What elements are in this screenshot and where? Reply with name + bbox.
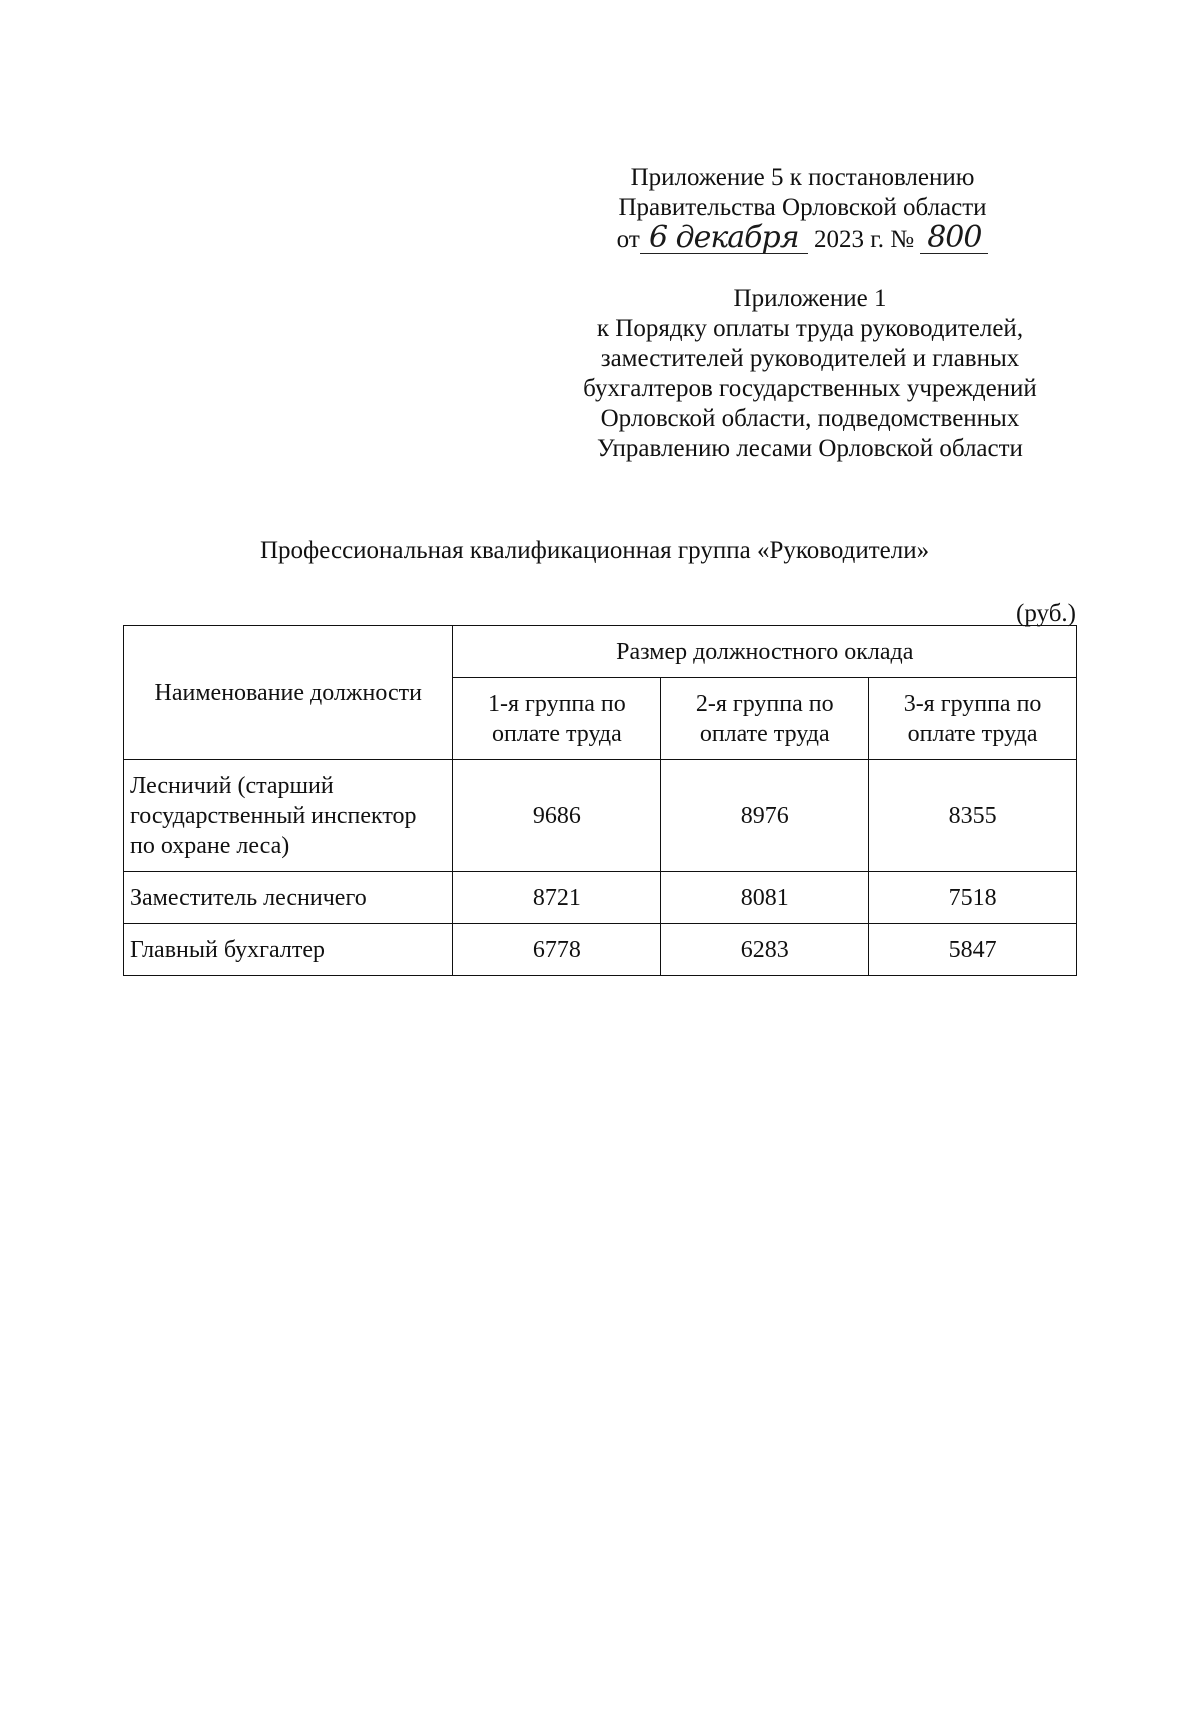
handwritten-date: 6 декабря: [640, 223, 808, 254]
table-row: [124, 760, 1077, 872]
appendix-line-3: заместителей руководителей и главных: [600, 345, 1020, 372]
salary-value-group-2: 8081: [661, 872, 869, 924]
appendix-line-1: Приложение 1: [733, 285, 887, 312]
appendix-line-6: Управлению лесами Орловской области: [597, 435, 1023, 462]
header-group-1: 1-я группа по оплате труда: [453, 678, 661, 760]
decree-year-label: 2023 г. №: [814, 226, 915, 253]
salary-value-group-1: 8721: [453, 872, 661, 924]
appendix-reference: [535, 284, 1085, 464]
table-row: [124, 924, 1077, 976]
appendix-line-2: к Порядку оплаты труда руководителей,: [596, 315, 1024, 342]
salary-table: [123, 625, 1077, 976]
currency-unit: (руб.): [1016, 600, 1076, 627]
header-group-2: 2-я группа по оплате труда: [661, 678, 869, 760]
table-row: [124, 872, 1077, 924]
handwritten-decree-number: 800: [920, 223, 988, 254]
decree-line-2: Правительства Орловской области: [618, 194, 987, 221]
header-position-name: Наименование должности: [124, 626, 453, 760]
row-position-name: Главный бухгалтер: [124, 924, 453, 976]
decree-line-1: Приложение 5 к постановлению: [630, 164, 975, 191]
salary-value-group-2: 8976: [661, 760, 869, 872]
salary-value-group-3: 8355: [869, 760, 1077, 872]
row-position-name: Заместитель лесничего: [124, 872, 453, 924]
salary-value-group-1: 6778: [453, 924, 661, 976]
appendix-line-4: бухгалтеров государственных учреждений: [583, 375, 1037, 402]
decree-date-line: [560, 220, 1045, 255]
table-header-row: [124, 626, 1077, 678]
salary-value-group-3: 5847: [869, 924, 1077, 976]
salary-value-group-3: 7518: [869, 872, 1077, 924]
salary-value-group-1: 9686: [453, 760, 661, 872]
appendix-line-5: Орловской области, подведомственных: [600, 405, 1020, 432]
decree-reference: [560, 163, 1045, 255]
table-title: Профессиональная квалификационная группа «Руководители»: [260, 537, 930, 564]
header-salary-size: Размер должностного оклада: [453, 626, 1077, 678]
salary-value-group-2: 6283: [661, 924, 869, 976]
row-position-name: Лесничий (старший государственный инспектор по охране леса): [124, 760, 453, 872]
header-group-3: 3-я группа по оплате труда: [869, 678, 1077, 760]
decree-from-label: от: [616, 226, 640, 253]
